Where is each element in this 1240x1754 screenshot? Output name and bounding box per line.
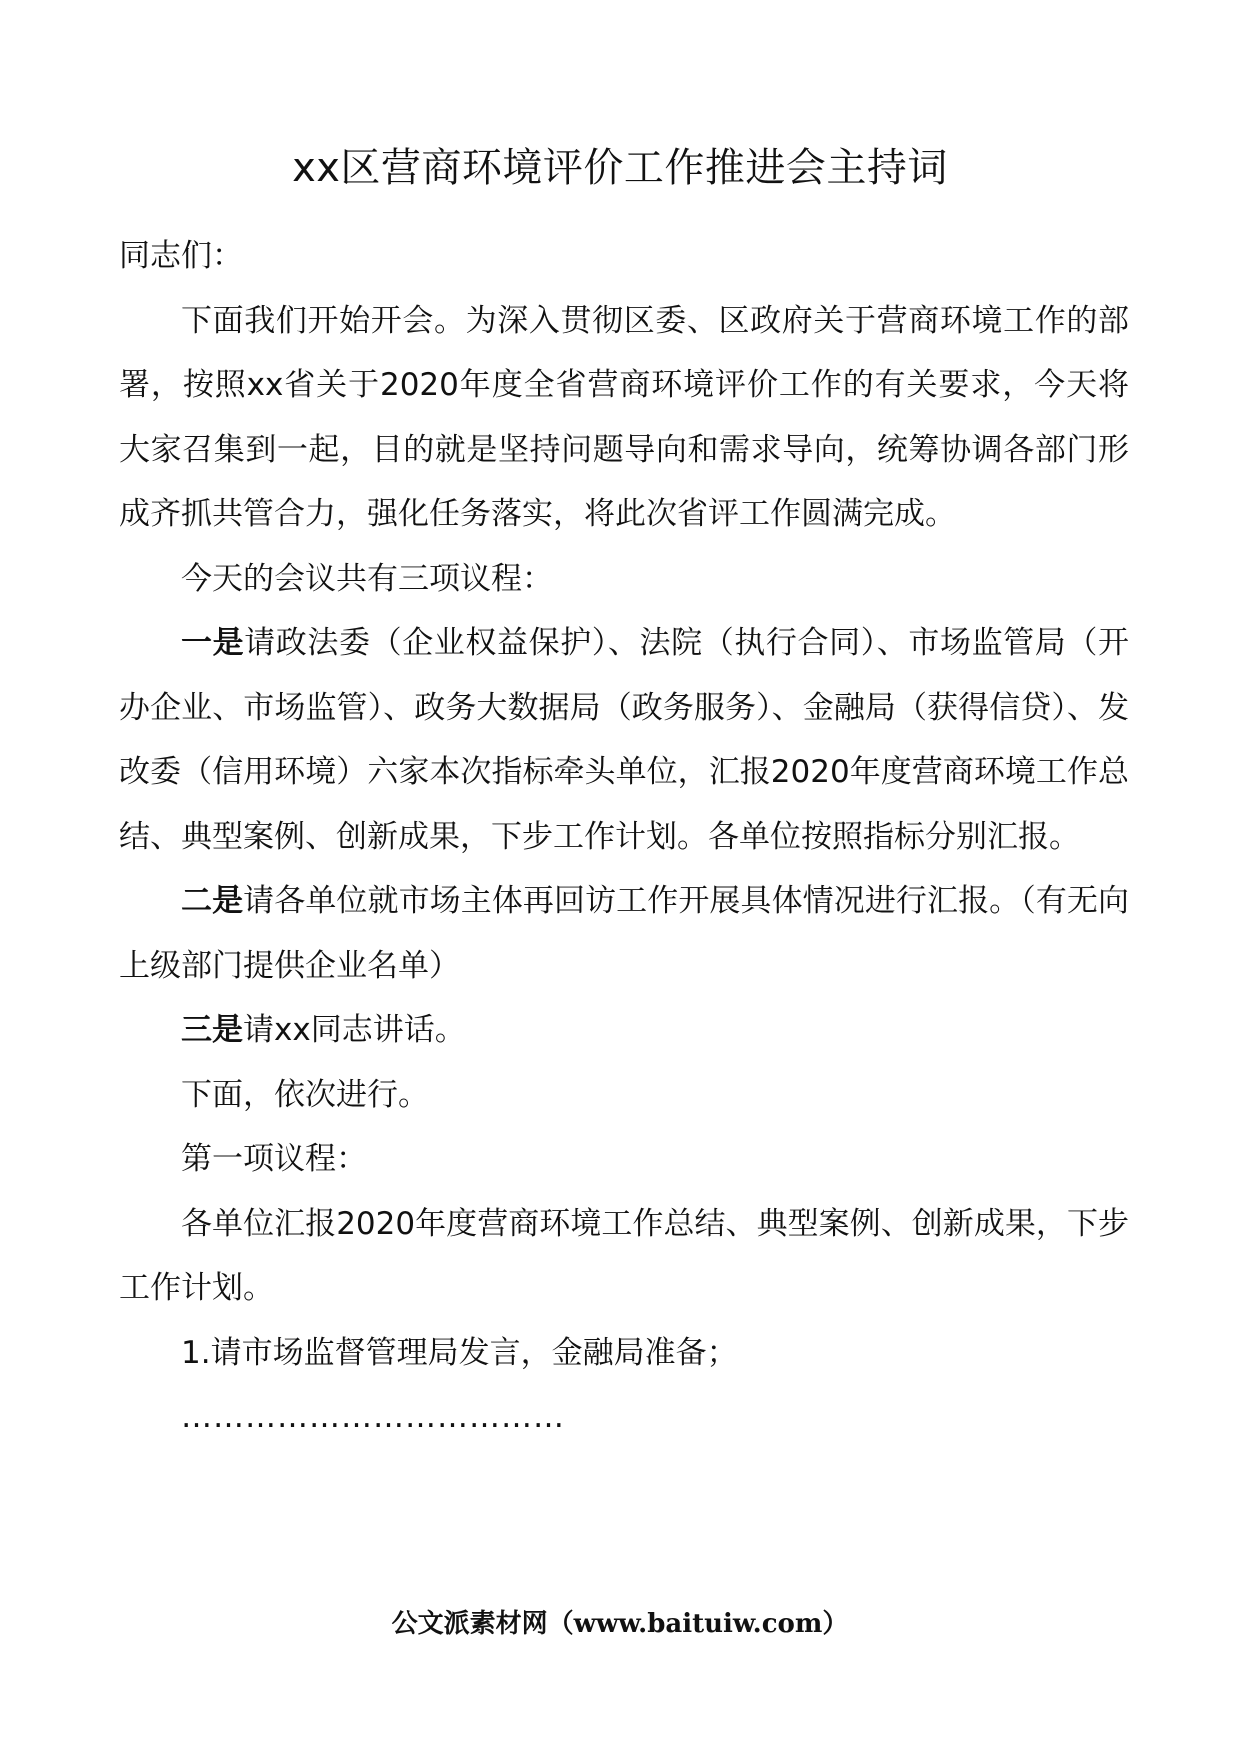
agenda-item-3-lead: 三是: [181, 1012, 243, 1048]
document-body: [119, 224, 1129, 1450]
first-item-text: 各单位汇报2020年度营商环境工作总结、典型案例、创新成果，下步工作计划。: [119, 1205, 1129, 1306]
agenda-item-2-text: 请各单位就市场主体再回访工作开展具体情况进行汇报。（有无向上级部门提供企业名单）: [119, 883, 1130, 984]
footer-watermark: 公文派素材网（www.baituiw.com）: [391, 1609, 849, 1639]
proceed-paragraph: 下面，依次进行。: [181, 1076, 429, 1113]
agenda-item-2: [119, 869, 1129, 998]
agenda-item-3: [119, 998, 1129, 1063]
agenda-item-1-lead: 一是: [181, 625, 245, 661]
agenda-item-3-text: 请xx同志讲话。: [243, 1012, 466, 1048]
salutation: 同志们：: [119, 238, 243, 274]
agenda-item-2-lead: 二是: [181, 883, 244, 919]
first-item-heading: 第一项议程：: [181, 1141, 367, 1177]
intro-paragraph: 下面我们开始开会。为深入贯彻区委、区政府关于营商环境工作的部署，按照xx省关于2020年度全省营商环境评价工作的有关要求，今天将大家召集到一起，目的就是坚持问题导向和需求导向，统筹协调各部门形成齐抓共管合力，强化任务落实，将此次省评工作圆满完成。: [119, 302, 1129, 532]
speaker-1: 1.请市场监督管理局发言，金融局准备；: [181, 1334, 738, 1371]
ellipsis-line: ………………………………: [181, 1399, 565, 1435]
agenda-intro: 今天的会议共有三项议程：: [181, 560, 553, 597]
agenda-item-1-text: 请政法委（企业权益保护）、法院（执行合同）、市场监管局（开办企业、市场监管）、政务大数据局（政务服务）、金融局（获得信贷）、发改委（信用环境）六家本次指标牵头单位，汇报2020年度营商环境工作总结、典型案例、创新成果，下步工作计划。各单位按照指标分别汇报。: [119, 625, 1130, 855]
document-title: xx区营商环境评价工作推进会主持词: [292, 145, 948, 191]
agenda-item-1: [119, 611, 1129, 869]
